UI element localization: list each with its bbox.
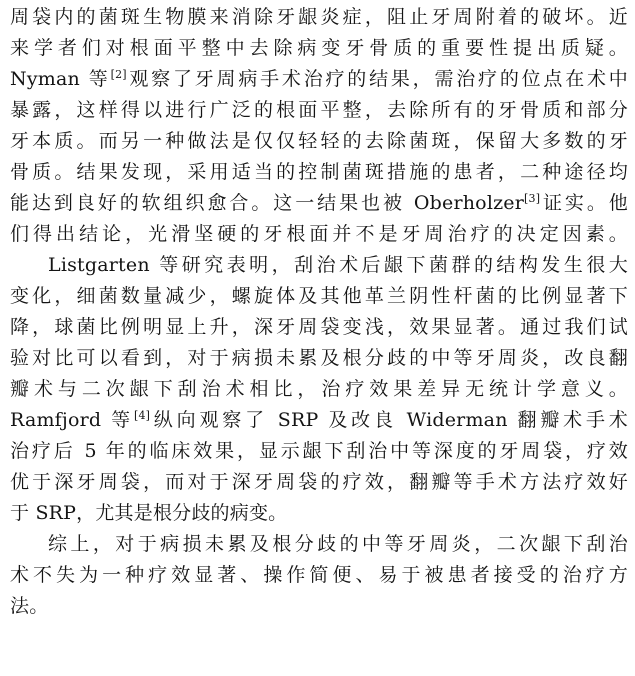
text-line: 周袋内的菌斑生物膜来消除牙龈炎症，阻止牙周附着的破坏。近 <box>10 6 628 28</box>
text-line: 降，球菌比例明显上升，深牙周袋变浅，效果显著。通过我们试 <box>10 316 628 338</box>
citation-ref: [4] <box>133 409 151 422</box>
text-line: 变化，细菌数量减少，螺旋体及其他革兰阴性杆菌的比例显著下 <box>10 285 628 307</box>
text-line: 法。 <box>10 595 49 617</box>
text-line: 术不失为一种疗效显著、操作简便、易于被患者接受的治疗方 <box>10 564 628 586</box>
text-line: 优于深牙周袋，而对于深牙周袋的疗效，翻瓣等手术方法疗效好 <box>10 471 628 493</box>
text-line: 骨质。结果发现，采用适当的控制菌斑措施的患者，二种途径均 <box>10 161 628 183</box>
text-line: 能达到良好的软组织愈合。这一结果也被 Oberholzer[3]证实。他 <box>10 192 628 214</box>
document-page <box>10 0 630 676</box>
text-line: 们得出结论，光滑坚硬的牙根面并不是牙周治疗的决定因素。 <box>10 223 628 245</box>
text-line: Ramfjord 等[4]纵向观察了 SRP 及改良 Widerman 翻瓣术手术 <box>10 409 628 431</box>
text-line: 暴露，这样得以进行广泛的根面平整，去除所有的牙骨质和部分 <box>10 99 628 121</box>
text-line: Nyman 等[2]观察了牙周病手术治疗的结果，需治疗的位点在术中 <box>10 68 628 90</box>
text-line: 治疗后 5 年的临床效果，显示龈下刮治中等深度的牙周袋，疗效 <box>10 440 628 462</box>
text-line: 综上，对于病损未累及根分歧的中等牙周炎，二次龈下刮治 <box>48 533 628 555</box>
text-line: 牙本质。而另一种做法是仅仅轻轻的去除菌斑，保留大多数的牙 <box>10 130 628 152</box>
text-line: 瓣术与二次龈下刮治术相比，治疗效果差异无统计学意义。 <box>10 378 628 400</box>
citation-ref: [2] <box>110 68 127 81</box>
citation-ref: [3] <box>524 192 541 205</box>
text-line: 来学者们对根面平整中去除病变牙骨质的重要性提出质疑。 <box>10 37 628 59</box>
text-line: 于 SRP，尤其是根分歧的病变。 <box>10 502 288 524</box>
text-line: 验对比可以看到，对于病损未累及根分歧的中等牙周炎，改良翻 <box>10 347 628 369</box>
text-line: Listgarten 等研究表明，刮治术后龈下菌群的结构发生很大 <box>48 254 628 276</box>
